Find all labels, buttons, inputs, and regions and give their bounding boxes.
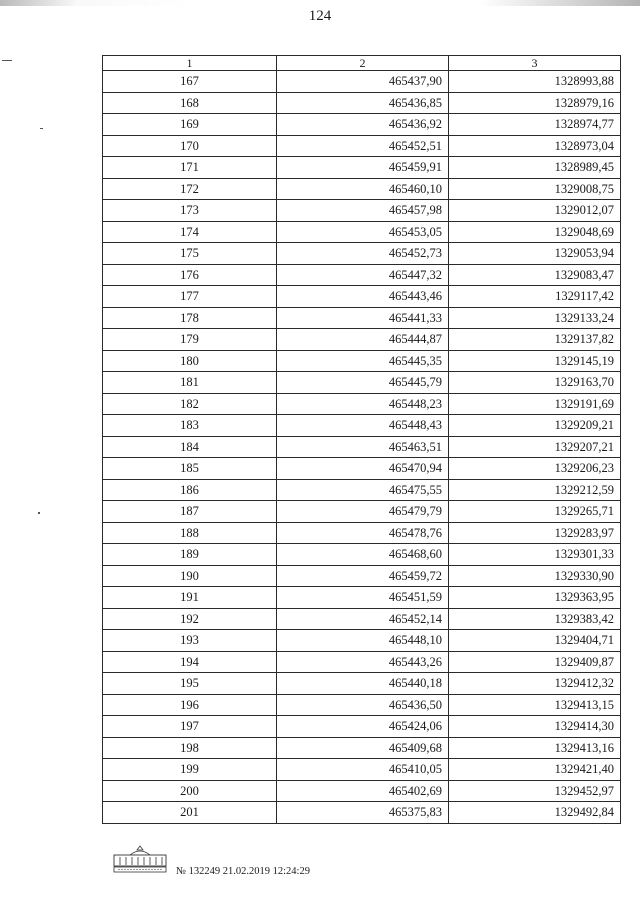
table-row [103,673,621,695]
y-coordinate: 1329048,69 [449,221,621,243]
x-coordinate: 465452,73 [277,243,449,265]
x-coordinate: 465440,18 [277,673,449,695]
point-number: 170 [103,135,277,157]
point-number: 172 [103,178,277,200]
point-number: 184 [103,436,277,458]
y-coordinate: 1329301,33 [449,544,621,566]
table-row [103,329,621,351]
table-row [103,608,621,630]
x-coordinate: 465409,68 [277,737,449,759]
y-coordinate: 1328974,77 [449,114,621,136]
y-coordinate: 1329133,24 [449,307,621,329]
table-row [103,221,621,243]
header-col-2: 2 [277,56,449,71]
table-row [103,780,621,802]
x-coordinate: 465479,79 [277,501,449,523]
table-row [103,716,621,738]
x-coordinate: 465470,94 [277,458,449,480]
x-coordinate: 465459,72 [277,565,449,587]
x-coordinate: 465452,14 [277,608,449,630]
table-row [103,372,621,394]
table-row [103,92,621,114]
header-col-3: 3 [449,56,621,71]
point-number: 196 [103,694,277,716]
x-coordinate: 465475,55 [277,479,449,501]
table-header-row [103,56,621,71]
y-coordinate: 1329053,94 [449,243,621,265]
x-coordinate: 465375,83 [277,802,449,824]
table-row [103,522,621,544]
y-coordinate: 1329145,19 [449,350,621,372]
x-coordinate: 465447,32 [277,264,449,286]
y-coordinate: 1329404,71 [449,630,621,652]
y-coordinate: 1329083,47 [449,264,621,286]
y-coordinate: 1329209,21 [449,415,621,437]
y-coordinate: 1329207,21 [449,436,621,458]
point-number: 183 [103,415,277,437]
x-coordinate: 465436,85 [277,92,449,114]
point-number: 168 [103,92,277,114]
point-number: 190 [103,565,277,587]
point-number: 188 [103,522,277,544]
x-coordinate: 465441,33 [277,307,449,329]
point-number: 175 [103,243,277,265]
point-number: 197 [103,716,277,738]
x-coordinate: 465402,69 [277,780,449,802]
y-coordinate: 1329409,87 [449,651,621,673]
y-coordinate: 1329012,07 [449,200,621,222]
table-row [103,630,621,652]
x-coordinate: 465463,51 [277,436,449,458]
y-coordinate: 1328979,16 [449,92,621,114]
point-number: 195 [103,673,277,695]
x-coordinate: 465453,05 [277,221,449,243]
point-number: 186 [103,479,277,501]
y-coordinate: 1329117,42 [449,286,621,308]
x-coordinate: 465457,98 [277,200,449,222]
table-row [103,694,621,716]
x-coordinate: 465468,60 [277,544,449,566]
point-number: 189 [103,544,277,566]
x-coordinate: 465410,05 [277,759,449,781]
table-row [103,415,621,437]
x-coordinate: 465448,23 [277,393,449,415]
table-row [103,71,621,93]
table-row [103,651,621,673]
y-coordinate: 1329191,69 [449,393,621,415]
table-row [103,286,621,308]
point-number: 174 [103,221,277,243]
building-seal-icon [112,843,168,875]
point-number: 178 [103,307,277,329]
table-row [103,350,621,372]
y-coordinate: 1329383,42 [449,608,621,630]
point-number: 194 [103,651,277,673]
point-number: 181 [103,372,277,394]
x-coordinate: 465436,92 [277,114,449,136]
point-number: 198 [103,737,277,759]
table-row [103,759,621,781]
y-coordinate: 1329452,97 [449,780,621,802]
table-row [103,114,621,136]
x-coordinate: 465459,91 [277,157,449,179]
x-coordinate: 465445,79 [277,372,449,394]
point-number: 180 [103,350,277,372]
x-coordinate: 465448,10 [277,630,449,652]
point-number: 201 [103,802,277,824]
y-coordinate: 1329265,71 [449,501,621,523]
x-coordinate: 465424,06 [277,716,449,738]
x-coordinate: 465437,90 [277,71,449,93]
point-number: 191 [103,587,277,609]
point-number: 182 [103,393,277,415]
table-body [103,71,621,824]
point-number: 167 [103,71,277,93]
x-coordinate: 465478,76 [277,522,449,544]
y-coordinate: 1328993,88 [449,71,621,93]
x-coordinate: 465452,51 [277,135,449,157]
x-coordinate: 465460,10 [277,178,449,200]
table-row [103,802,621,824]
y-coordinate: 1329412,32 [449,673,621,695]
point-number: 199 [103,759,277,781]
x-coordinate: 465443,26 [277,651,449,673]
y-coordinate: 1329421,40 [449,759,621,781]
point-number: 192 [103,608,277,630]
table-row [103,264,621,286]
table-row [103,544,621,566]
table-row [103,436,621,458]
y-coordinate: 1329413,16 [449,737,621,759]
table-row [103,157,621,179]
y-coordinate: 1329137,82 [449,329,621,351]
y-coordinate: 1329212,59 [449,479,621,501]
y-coordinate: 1329330,90 [449,565,621,587]
point-number: 173 [103,200,277,222]
point-number: 185 [103,458,277,480]
registration-stamp-text: № 132249 21.02.2019 12:24:29 [176,866,310,877]
coordinates-table [102,55,621,824]
point-number: 187 [103,501,277,523]
margin-mark [38,512,40,514]
y-coordinate: 1329492,84 [449,802,621,824]
y-coordinate: 1329008,75 [449,178,621,200]
table-row [103,479,621,501]
header-col-1: 1 [103,56,277,71]
x-coordinate: 465451,59 [277,587,449,609]
table-row [103,307,621,329]
table-row [103,737,621,759]
y-coordinate: 1329163,70 [449,372,621,394]
page-number: 124 [308,8,332,24]
table-row [103,243,621,265]
table-row [103,458,621,480]
table-row [103,501,621,523]
y-coordinate: 1329283,97 [449,522,621,544]
table-row [103,565,621,587]
y-coordinate: 1328973,04 [449,135,621,157]
y-coordinate: 1329414,30 [449,716,621,738]
point-number: 176 [103,264,277,286]
y-coordinate: 1329206,23 [449,458,621,480]
x-coordinate: 465436,50 [277,694,449,716]
table-row [103,178,621,200]
y-coordinate: 1329413,15 [449,694,621,716]
x-coordinate: 465445,35 [277,350,449,372]
point-number: 193 [103,630,277,652]
point-number: 179 [103,329,277,351]
x-coordinate: 465443,46 [277,286,449,308]
y-coordinate: 1328989,45 [449,157,621,179]
y-coordinate: 1329363,95 [449,587,621,609]
x-coordinate: 465444,87 [277,329,449,351]
margin-mark [2,60,12,61]
table-row [103,587,621,609]
point-number: 169 [103,114,277,136]
table-row [103,200,621,222]
point-number: 200 [103,780,277,802]
table-row [103,135,621,157]
x-coordinate: 465448,43 [277,415,449,437]
scan-edge [0,0,640,6]
point-number: 171 [103,157,277,179]
margin-mark [40,128,43,129]
table-row [103,393,621,415]
point-number: 177 [103,286,277,308]
